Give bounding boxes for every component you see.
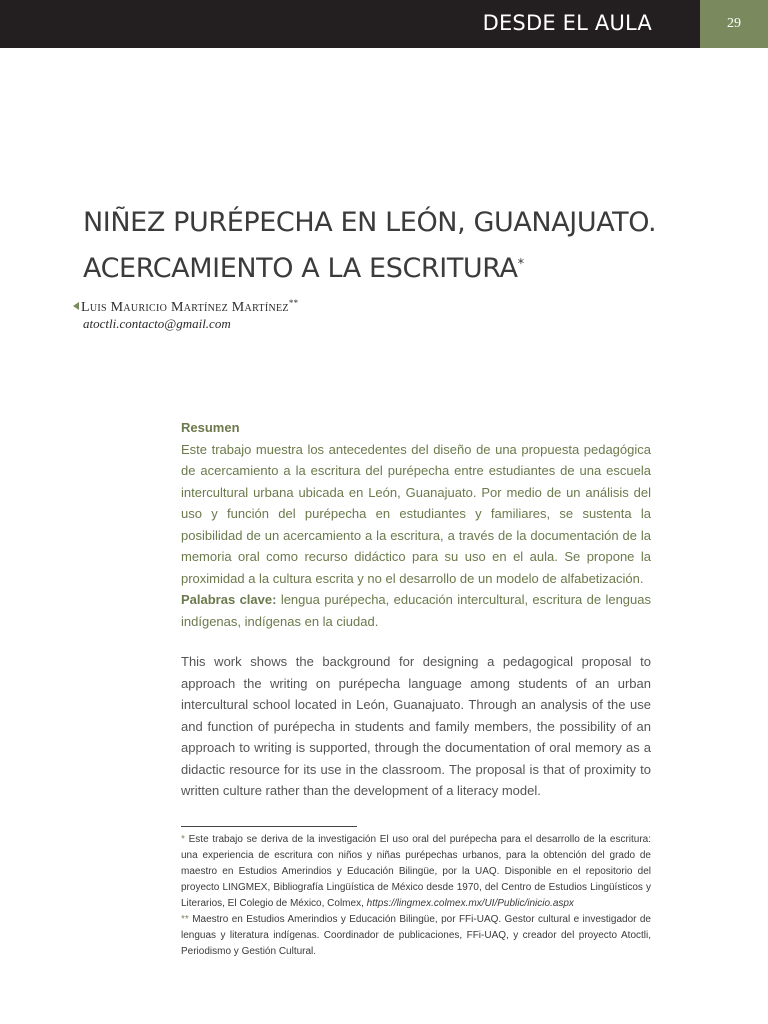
author-footnote-mark: ** <box>288 298 299 308</box>
footnote-2 <box>181 912 651 960</box>
abstract-heading: Resumen <box>181 420 240 435</box>
abstract <box>181 417 651 632</box>
keywords-label: Palabras clave: <box>181 592 277 607</box>
keywords-text: lengua purépecha, educación intercultural, escritura de lenguas indígenas, indígenas en la ciudad. <box>181 592 651 629</box>
title-line-2: ACERCAMIENTO A LA ESCRITURA <box>83 253 518 284</box>
article-title <box>83 202 703 290</box>
page-number-box <box>700 0 768 48</box>
author-email[interactable]: atoctli.contacto@gmail.com <box>83 316 231 331</box>
footnotes <box>181 832 651 960</box>
footnote-1-text: Este trabajo se deriva de la investigación El uso oral del purépecha para el desarrollo de la escritura: una experiencia de escritura con niños y niñas purépechas urbanos, para la obtención del grado de maestro en Estudios Amerindios y Educación Bilingüe, por la UAQ. Disponible en el repositorio del proyecto LINGMEX, Bibliografía Lingüística de México desde 1970, del Centro de Estudios Lingüísticos y Literarios, El Colegio de México, Colmex, <box>181 834 652 909</box>
header-bar <box>0 0 700 48</box>
title-line-1: NIÑEZ PURÉPECHA EN LEÓN, GUANAJUATO. <box>83 207 657 238</box>
footnote-1-mark: * <box>181 834 185 845</box>
abstract-english: This work shows the background for designing a pedagogical proposal to approach the writing on purépecha language among students of an urban intercultural school located in León, Guanajuato. Through an analysis of the use and function of purépecha in students and family members, the possibility of an approach to writing is supported, through the documentation of oral memory as a didactic resource for its use in the classroom. The proposal is that of proximity to written culture rather than the development of a literacy model. <box>181 654 651 798</box>
abstract-text: Este trabajo muestra los antecedentes del diseño de una propuesta pedagógica de acercamiento a la escritura del purépecha entre estudiantes de una escuela intercultural urbana ubicada en León, Guanajuato. Por medio de un análisis del uso y función del purépecha en estudiantes y familiares, se sustenta la posibilidad de un acercamiento a la escritura, a través de la documentación de la memoria oral como recurso didáctico para su uso en el aula. Se propone la proximidad a la cultura escrita y no el desarrollo de un modelo de alfabetización. <box>181 441 651 586</box>
page-number: 29 <box>727 16 741 31</box>
author-name: Luis Mauricio Martínez Martínez <box>81 300 289 315</box>
footnote-1-url[interactable]: https://lingmex.colmex.mx/UI/Public/inicio.aspx <box>366 898 574 909</box>
footnote-2-mark: ** <box>181 914 189 925</box>
keywords <box>181 589 651 632</box>
section-title: DESDE EL AULA <box>482 11 652 35</box>
footnote-divider <box>181 826 357 827</box>
footnote-1 <box>181 832 651 912</box>
author-line <box>73 298 298 316</box>
title-footnote-mark: * <box>517 257 524 272</box>
footnote-2-text: Maestro en Estudios Amerindios y Educación Bilingüe, por FFi-UAQ. Gestor cultural e investigador de lenguas y literatura indígenas. Coordinador de publicaciones, FFi-UAQ, y creador del proyecto Atoctli, Periodismo y Gestión Cultural. <box>181 914 651 957</box>
triangle-bullet-icon <box>73 302 79 310</box>
